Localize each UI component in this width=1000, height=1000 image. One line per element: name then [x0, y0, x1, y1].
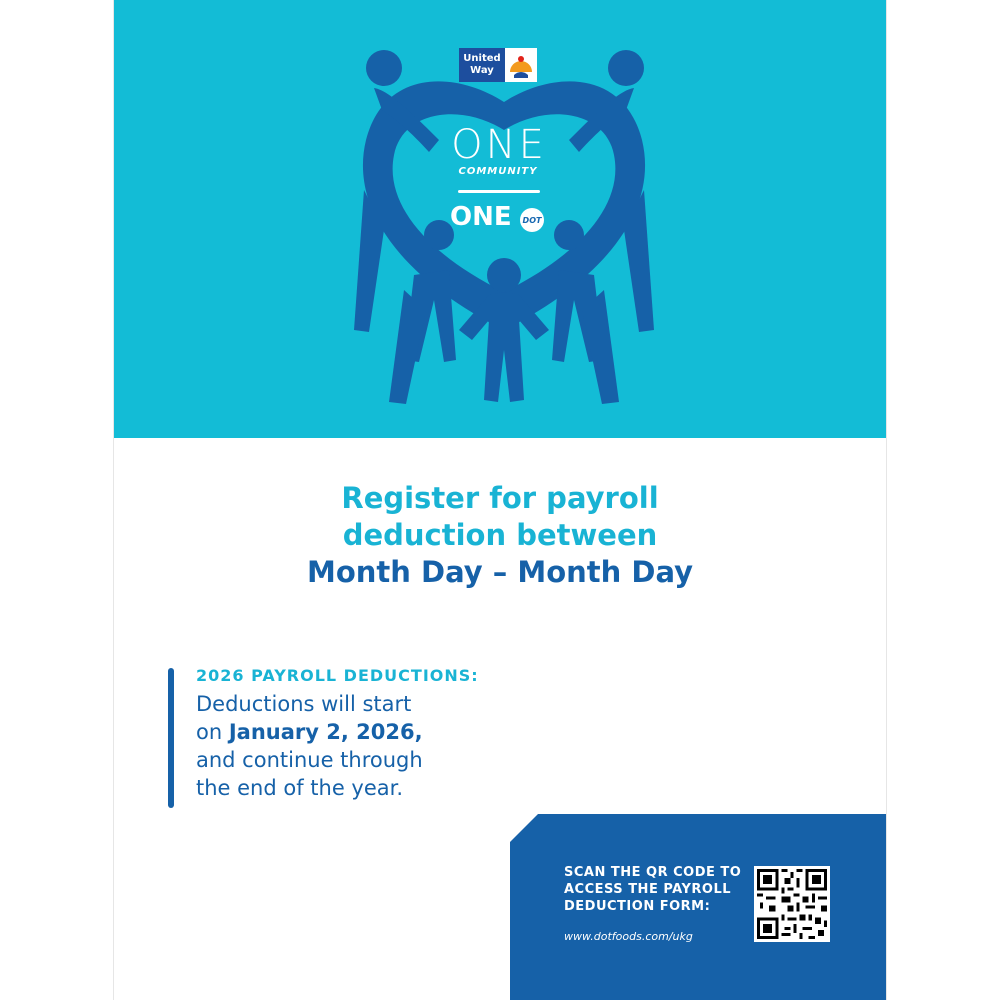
deductions-accent-bar	[168, 668, 174, 808]
registration-headline	[114, 480, 886, 591]
deductions-line2	[196, 718, 423, 746]
united-way-line2: Way	[470, 65, 494, 76]
qr-instructions-line1: SCAN THE QR CODE TO	[564, 865, 742, 880]
qr-instructions-line2: ACCESS THE PAYROLL	[564, 882, 732, 897]
deductions-line1: Deductions will start	[196, 692, 412, 716]
united-way-logo	[459, 48, 537, 82]
qr-instructions-line3: DEDUCTION FORM:	[564, 899, 711, 914]
deductions-line3: and continue through	[196, 748, 423, 772]
deductions-label: 2026 PAYROLL DEDUCTIONS:	[196, 666, 479, 685]
deduction-form-url[interactable]: www.dotfoods.com/ukg	[564, 930, 693, 943]
deductions-line2-prefix: on	[196, 720, 229, 744]
community-label: COMMUNITY	[458, 166, 538, 177]
logo-divider	[458, 190, 540, 193]
united-way-hand-icon	[505, 48, 537, 82]
qr-code-icon[interactable]	[754, 866, 830, 942]
flyer-page	[114, 0, 886, 1000]
one-title-bottom: ONE	[450, 202, 512, 232]
qr-instructions	[564, 864, 754, 915]
united-way-wordmark	[459, 48, 505, 82]
dot-badge-icon: DOT	[520, 208, 544, 232]
united-way-line1: United	[463, 53, 501, 64]
one-title-top: ONE	[451, 122, 547, 168]
deductions-start-date: January 2, 2026,	[228, 720, 423, 744]
headline-date-range: Month Day – Month Day	[306, 555, 694, 589]
hero-banner	[114, 0, 886, 438]
headline-line1: Register for payroll	[341, 481, 659, 515]
headline-line2: deduction between	[342, 518, 658, 552]
deductions-line4: the end of the year.	[196, 776, 404, 800]
qr-panel-notch	[510, 814, 538, 842]
deductions-text	[196, 690, 423, 802]
